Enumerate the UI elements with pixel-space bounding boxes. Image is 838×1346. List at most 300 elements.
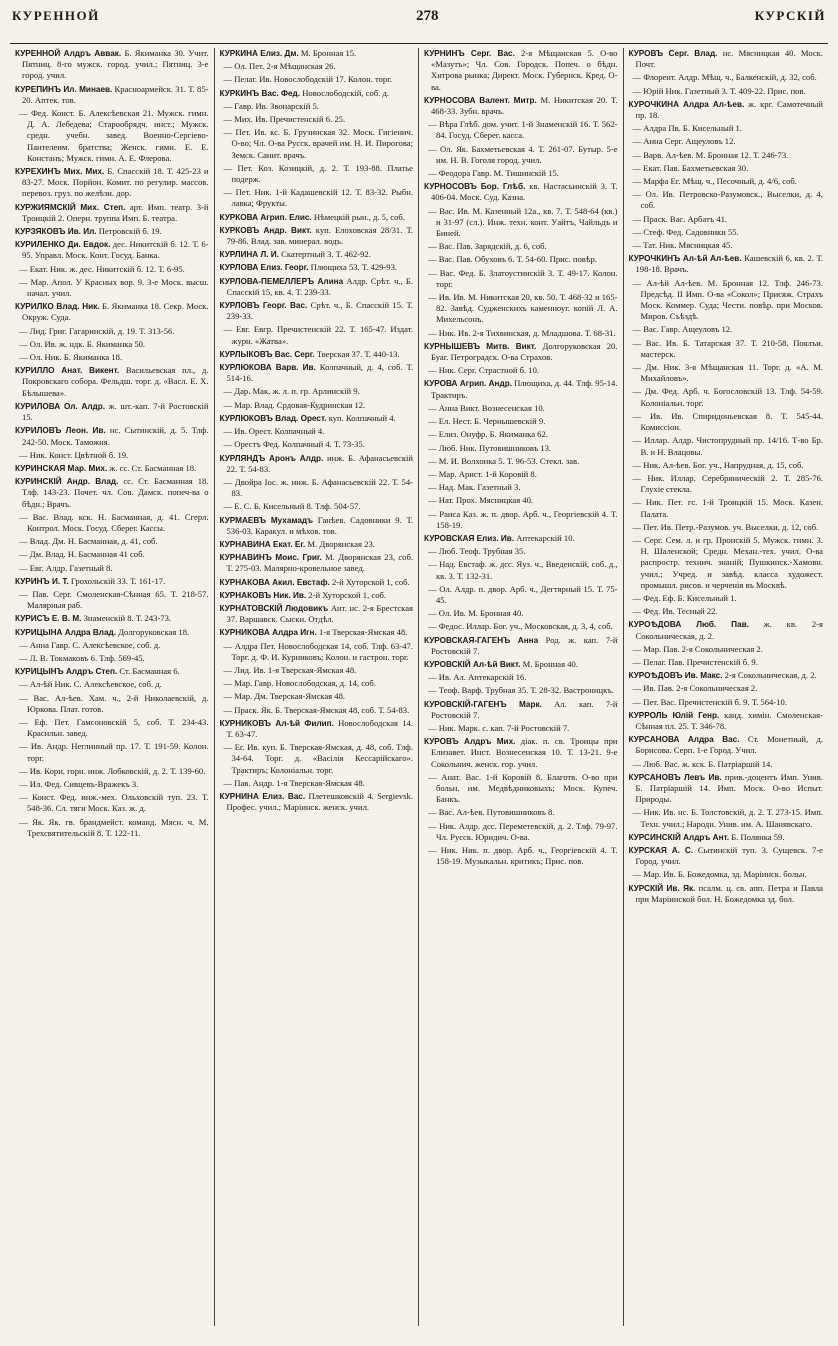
directory-subentry bbox=[629, 593, 824, 604]
directory-subentry bbox=[629, 214, 824, 225]
entry-name: КУРРОЛЬ Юлій Генр. bbox=[628, 710, 720, 720]
entry-details: Нѣмецкій рын., д. 5, соб. bbox=[313, 211, 405, 222]
subentry-text: Дм. Фед. Арб. ч. Богословскій 13. Тлф. 54-59. Колоніальн. торг. bbox=[640, 386, 823, 408]
entry-name: КУРКИНА Елиз. Дм. bbox=[219, 49, 299, 58]
directory-subentry bbox=[424, 546, 618, 557]
directory-subentry bbox=[15, 679, 209, 690]
entry-name: КУРОВСКІЙ Ал-ѣй Викт. bbox=[424, 659, 521, 669]
subentry-text: Вас. Фед. Б. Златоустинскій 3. Т. 49-17. Колон. торг. bbox=[436, 267, 618, 289]
directory-subentry bbox=[424, 328, 618, 339]
directory-subentry bbox=[424, 456, 618, 467]
entry-details: Кашевскій 6, кв. 2. Т. 198-18. Врачъ. bbox=[635, 253, 823, 275]
directory-subentry bbox=[424, 495, 618, 506]
directory-entry bbox=[15, 463, 209, 474]
subentry-text: Ил. Фед. Сивцевъ-Вражекъ 3. bbox=[29, 778, 139, 789]
entry-details: Плющиха, д. 44. Тлф. 95-14. Трактиръ. bbox=[431, 378, 618, 400]
directory-subentry bbox=[629, 759, 824, 770]
entry-name: КУРИЛКО Влад. Ник. bbox=[15, 302, 100, 312]
directory-entry bbox=[629, 883, 824, 905]
directory-subentry bbox=[15, 536, 209, 547]
entry-details: Тверская 37. Т. 440-13. bbox=[316, 348, 400, 359]
subentry-text: Вас. Ив. Б. Татарская 37. Т. 210-58. Поялъи. мастерск. bbox=[640, 337, 823, 359]
directory-subentry bbox=[629, 657, 824, 668]
directory-entry bbox=[629, 710, 824, 732]
subentry-text: Влад. Дм. Н. Басманная, д. 41, соб. bbox=[29, 536, 158, 547]
subentry-text: Вас. Ив. М. Казенный 12а., кв. 7. Т. 548-64 (кв.) и 31-97 (сл.). Инж. техн. конт. Уайтъ, Чайльдъ и Биней. bbox=[436, 205, 618, 239]
directory-entry bbox=[424, 699, 618, 721]
entry-name: КУРНОСОВЪ Бор. Глѣб. bbox=[424, 182, 526, 192]
directory-subentry bbox=[629, 497, 824, 519]
entry-details: Срѣт. ч., Б. Спасскій 15. Т. 239-33. bbox=[226, 300, 413, 322]
directory-subentry bbox=[220, 163, 414, 185]
entry-details: Новослободскій, соб. д. bbox=[302, 87, 389, 98]
subentry-text: Пет. Ив. Петр.-Разумов. уч. Выселки, д. 12, соб. bbox=[643, 521, 819, 532]
entry-details: арт. Имп. театр. 3-й Троицкій 2. Оперн. труппа Имп. Б. театра. bbox=[22, 201, 209, 223]
subentry-text: Анна Викт. Вознесенская 10. bbox=[438, 402, 545, 413]
directory-entry bbox=[629, 772, 824, 806]
directory-subentry bbox=[220, 400, 414, 411]
entry-name: КУРОВА Агрип. Андр. bbox=[424, 379, 512, 389]
directory-subentry bbox=[15, 766, 209, 777]
entry-name: КУРНАТОВСКІЙ Людовикъ bbox=[219, 603, 329, 613]
entry-details: Красноармейск. 31. Т. 85-20. Аптек. тов. bbox=[22, 83, 209, 105]
directory-subentry bbox=[629, 136, 824, 147]
directory-entry bbox=[220, 590, 414, 601]
entry-name: КУРОЧКИНА Алдра Ал-ѣев. bbox=[628, 99, 745, 109]
subentry-text: Ол. Ник. Б. Якиманка 18. bbox=[29, 352, 123, 363]
directory-subentry bbox=[424, 845, 618, 867]
directory-entry bbox=[629, 734, 824, 756]
directory-entry bbox=[15, 48, 209, 82]
directory-entry bbox=[424, 378, 618, 400]
subentry-text: Феодора Гавр. М. Тишинскій 15. bbox=[438, 168, 559, 179]
subentry-text: Юрій Ник. Газетный 3. Т. 409-22. Прис. пов. bbox=[643, 85, 806, 96]
directory-subentry bbox=[15, 741, 209, 763]
subentry-text: Екат. Ник. ж. дес. Никитскій б. 12. Т. 6-95. bbox=[29, 263, 185, 274]
subentry-text: Вас. Пав. Обуховъ 6. Т. 54-60. Прис. повѣр. bbox=[438, 254, 597, 265]
subentry-text: Флорент. Алдр. Мѣщ. ч., Балкенскій, д. 32, соб. bbox=[643, 72, 817, 83]
directory-subentry bbox=[220, 61, 414, 72]
directory-entry bbox=[220, 225, 414, 247]
directory-entry bbox=[220, 552, 414, 574]
directory-entry bbox=[220, 577, 414, 588]
subentry-text: Анат. Вас. 1-й Коровій 8. Благотв. О-во при больн. им. Медвѣдниковыхъ; Моск. Купеч. Банкъ. bbox=[436, 771, 618, 805]
subentry-text: Мар. Дм. Тверская-Ямская 48. bbox=[234, 691, 346, 702]
directory-entry bbox=[15, 666, 209, 677]
directory-entry bbox=[220, 349, 414, 360]
subentry-text: Мар. Арист. 1-й Коровій 8. bbox=[438, 468, 537, 479]
directory-subentry bbox=[424, 292, 618, 326]
directory-subentry bbox=[15, 779, 209, 790]
directory-subentry bbox=[629, 150, 824, 161]
entry-details: Б. Якиманка 30. Учит. Пятниц. 8-го мужск. город. учил.; Пятниц. 3-е город. учил. bbox=[22, 48, 209, 81]
subentry-text: Ив. Ив. М. Никитская 20, кв. 50. Т. 468-32 и 165-82. Завѣд. Судженскихъ каменноуг. копій Л. А. Михельсонъ. bbox=[436, 292, 618, 325]
entry-name: КУРНАКОВА Акил. Евстаф. bbox=[219, 577, 330, 587]
directory-subentry bbox=[220, 439, 414, 450]
entry-details: ж. крг. Самотечный пр. 18. bbox=[635, 98, 823, 121]
entry-details: Б. Якиманка 18. Секр. Моск. Окруж. Суда. bbox=[22, 301, 209, 323]
directory-entry bbox=[15, 627, 209, 638]
directory-subentry bbox=[424, 365, 618, 376]
subentry-text: Пав. Андр. 1-я Тверская-Ямская 48. bbox=[234, 777, 365, 788]
entry-details: Долгоруковская 18. bbox=[118, 626, 190, 637]
entry-name: КУРЛИНА Л. И. bbox=[219, 250, 279, 260]
directory-subentry bbox=[629, 807, 824, 829]
subentry-text: Ник. Ив. 2-я Тихвинская, д. Младшова. Т. 68-31. bbox=[438, 327, 616, 338]
directory-subentry bbox=[424, 584, 618, 606]
directory-subentry bbox=[629, 227, 824, 238]
entry-details: 2-й Хуторской 1, соб. bbox=[308, 589, 387, 600]
subentry-text: Ол. Пет. 2-я Мѣщанская 26. bbox=[234, 61, 336, 72]
subentry-text: Орестъ Фед. Колпачный 4. Т. 73-35. bbox=[234, 439, 365, 450]
subentry-text: Фед. Конст. Б. Алексѣевская 21. Мужск. гимн. Д. А. Лебедева; Старообрядч. инст.; Мужск. средн. учебн. завед. Военно-Сергіево-Пантелеим. братства; Женск. гимн. Е. Е. Констанъ; Мужск. гимн. А. Е. Флерова. bbox=[27, 108, 209, 163]
entry-details: Знаменскій 8. Т. 243-73. bbox=[83, 613, 172, 624]
entry-name: КУРСИНСКІЙ Алдръ Ант. bbox=[628, 832, 730, 842]
subentry-text: Ив. Ал. Аптекарскій 16. bbox=[438, 672, 527, 683]
directory-subentry bbox=[424, 807, 618, 818]
directory-subentry bbox=[629, 163, 824, 174]
subentry-text: Мар. Гавр. Новослободская, д. 14, соб. bbox=[234, 678, 376, 689]
entry-details: кв. Настасьинскій 3. Т. 406-04. Моск. Суд. Казна. bbox=[431, 181, 618, 203]
directory-subentry bbox=[424, 821, 618, 843]
entry-details: нс. Мясницкая 40. Моск. Почт. bbox=[635, 48, 823, 70]
subentry-text: Ол. Алдр. п. двор. Арб. ч., Дегтярный 15. Т. 75-45. bbox=[436, 583, 618, 605]
directory-subentry bbox=[15, 589, 209, 611]
entry-details: Б. Спасскій 18. Т. 425-23 и 83-27. Моск. Порйон. Комит. по регулир. массов. перевоз. груз. по желѣзн. дор. bbox=[22, 166, 209, 199]
entry-name: КУРНИКОВЪ Ал-ѣй Филип. bbox=[219, 718, 334, 728]
subentry-text: Ник. Марк. с. кап. 7-й Ростовскій 7. bbox=[438, 722, 570, 733]
subentry-text: Вас. Пав. Зарядскій, д. 6, соб. bbox=[438, 241, 547, 252]
directory-subentry bbox=[15, 653, 209, 664]
directory-subentry bbox=[629, 435, 824, 457]
directory-subentry bbox=[629, 697, 824, 708]
subentry-text: Ник. Пет. гс. 1-й Троицкій 15. Моск. Казен. Палата. bbox=[640, 497, 823, 519]
directory-page bbox=[10, 8, 828, 1330]
directory-subentry bbox=[220, 691, 414, 702]
directory-entry bbox=[424, 659, 618, 670]
subentry-text: Вас. Ал-ѣев. Хам. ч., 2-й Николаевскій, д. Юркова. Плат. готов. bbox=[27, 692, 209, 714]
entry-details: Ал. кап. 7-й Ростовскій 7. bbox=[431, 698, 618, 720]
subentry-text: Мар. Апол. У Красных вор. 9. 3-е Моск. высш. начал. учил. bbox=[27, 276, 209, 299]
entry-name: КУРОВСКІЙ-ГАГЕНЪ Марк. bbox=[424, 699, 542, 709]
directory-entry bbox=[15, 425, 209, 447]
header-last-entry: КУРСКІЙ bbox=[754, 8, 826, 23]
entry-name: КУРИНСКІЙ Андр. Влад. bbox=[15, 477, 119, 487]
page-number: 278 bbox=[415, 8, 439, 24]
directory-subentry bbox=[424, 559, 618, 581]
directory-subentry bbox=[15, 339, 209, 350]
subentry-text: Праск. Вас. Арбатъ 41. bbox=[643, 213, 728, 224]
entry-name: КУРОѢДОВА Люб. Пав. bbox=[628, 620, 749, 630]
directory-subentry bbox=[15, 717, 209, 739]
directory-subentry bbox=[220, 501, 414, 512]
directory-subentry bbox=[220, 641, 414, 663]
entry-name: КУРСКАЯ А. С. bbox=[628, 846, 694, 855]
entry-name: КУРИЛЕНКО Ди. Евдок. bbox=[15, 240, 111, 250]
entry-name: КУРНИКОВА Алдра Игн. bbox=[219, 628, 317, 638]
subentry-text: Гавр. Ив. Звонарскій 5. bbox=[234, 100, 319, 111]
entry-details: сс. Ст. Басманная 18. Тлф. 143-23. Почет. чл. Сов. Дамск. попеч-ва о бѣдн.; Врачъ. bbox=[22, 476, 209, 509]
directory-entry bbox=[15, 576, 209, 587]
directory-subentry bbox=[15, 326, 209, 337]
entry-name: КУРМАЕВЪ Мухамадъ bbox=[219, 515, 313, 525]
subentry-text: Лид. Ив. 1-я Тверская-Ямская 48. bbox=[234, 664, 357, 675]
directory-subentry bbox=[629, 683, 824, 694]
entry-name: КУРКИНЪ Вас. Фед. bbox=[219, 88, 301, 98]
subentry-text: Алдра Пет. Новослободская 14, соб. Тлф. 63-47. Торг. д. Ф. И. Курниковъ; Колон. и гастрон. торг. bbox=[231, 640, 413, 662]
entry-details: Петровскій б. 19. bbox=[98, 226, 162, 237]
entry-details: Новослободская 14. Т. 63-47. bbox=[226, 717, 413, 739]
subentry-text: Ник. Иллар. Серебряническій 2. Т. 285-76. Глухіе стекла. bbox=[640, 472, 823, 495]
directory-subentry bbox=[15, 817, 209, 839]
subentry-text: Мих. Ив. Пречистенскій 6. 25. bbox=[234, 114, 346, 125]
entry-name: КУРСКІЙ Ив. Як. bbox=[628, 883, 696, 893]
directory-entry bbox=[424, 533, 618, 544]
subentry-text: М. И. Волхонка 5. Т. 96-53. Стекл. зав. bbox=[438, 455, 580, 466]
directory-subentry bbox=[15, 108, 209, 164]
entry-name: КУРИЦЫНЪ Алдръ Степ. bbox=[15, 667, 118, 677]
directory-subentry bbox=[424, 672, 618, 683]
entry-details: Аптекарскій 10. bbox=[516, 532, 575, 543]
directory-entry bbox=[424, 48, 618, 93]
directory-subentry bbox=[220, 477, 414, 499]
directory-subentry bbox=[424, 482, 618, 493]
directory-subentry bbox=[629, 338, 824, 360]
directory-subentry bbox=[220, 101, 414, 112]
directory-subentry bbox=[15, 549, 209, 560]
directory-subentry bbox=[15, 693, 209, 715]
subentry-text: Федос. Иллар. Бог. уч., Московская, д. 3, 4, соб. bbox=[438, 621, 613, 632]
entry-name: КУРНИНЪ Серг. Вас. bbox=[424, 49, 515, 58]
subentry-text: Пелаг. Пав. Пречистенскій б. 9. bbox=[643, 656, 758, 667]
entry-details: Ст. Басманная 6. bbox=[119, 666, 180, 677]
directory-subentry bbox=[424, 772, 618, 806]
entry-details: Васильевская пл., д. Покровскаго собора. Фельдш. торг. д. «Васл. Е. Х. Бѣлышева». bbox=[22, 365, 209, 398]
subentry-text: Вас. Ал-ѣев. Путовишниковъ 8. bbox=[438, 807, 555, 818]
directory-subentry bbox=[629, 460, 824, 471]
subentry-text: Мар. Пав. 2-я Сокольническая 2. bbox=[643, 643, 763, 654]
directory-entry bbox=[629, 845, 824, 867]
subentry-text: Ал-ѣй Ник. С. Алексѣевское, соб. д. bbox=[29, 679, 162, 690]
subentry-text: Ол. Як. Бахметьевская 4. Т. 261-07. Бутыр. 5-е им. Н. В. Гоголя город. учил. bbox=[436, 143, 618, 165]
directory-subentry bbox=[629, 189, 824, 211]
entry-details: Ст. Монетный, д. Борисова. Серп. 1-е Город. Учил. bbox=[635, 734, 823, 756]
entry-name: КУРОВЪ Серг. Влад. bbox=[628, 49, 718, 58]
directory-entry bbox=[220, 515, 414, 537]
subentry-text: Ел. Нест. Б. Чернышевскій 9. bbox=[438, 416, 546, 427]
directory-subentry bbox=[629, 72, 824, 83]
entry-name: КУРЛОВЪ Георг. Вас. bbox=[219, 301, 308, 311]
directory-entry bbox=[629, 619, 824, 641]
directory-entry bbox=[629, 48, 824, 70]
entry-details: инж. Б. Афанасьевскій 22. Т. 54-83. bbox=[226, 452, 413, 474]
entry-name: КУРНОСОВА Валент. Митр. bbox=[424, 95, 537, 105]
directory-subentry bbox=[220, 705, 414, 716]
entry-details: 2-я Сокольническая, д. 2. bbox=[724, 670, 817, 681]
directory-subentry bbox=[629, 411, 824, 433]
subentry-text: Пет. Вас. Пречистенскій б. 9. Т. 564-10. bbox=[643, 696, 787, 707]
subentry-text: Ив. Андр. Неглинный пр. 17. Т. 191-59. Колон. торг. bbox=[27, 741, 209, 763]
directory-subentry bbox=[629, 644, 824, 655]
entry-name: КУРЕПИНЪ Ил. Минаев. bbox=[15, 84, 113, 94]
entry-details: Ант. нс. 2-я Брестская 37. Варшавск. Сыскн. Отдѣл. bbox=[226, 602, 413, 625]
directory-entry bbox=[220, 791, 414, 813]
directory-entry bbox=[424, 635, 618, 657]
entry-name: КУРИЦЫНА Алдра Влад. bbox=[15, 627, 117, 637]
entry-details: Колпачный, д. 4, соб. Т. 514-16. bbox=[226, 362, 413, 384]
directory-subentry bbox=[629, 362, 824, 384]
directory-entry bbox=[220, 627, 414, 638]
subentry-text: Люб. Вас. ж. кск. Б. Патріаршій 14. bbox=[643, 758, 773, 769]
subentry-text: Мар. Влад. Срдовая-Кудринская 12. bbox=[234, 399, 366, 410]
directory-subentry bbox=[424, 254, 618, 265]
directory-entry bbox=[220, 362, 414, 384]
entry-details: куп. Колпачный 4. bbox=[328, 412, 396, 423]
directory-subentry bbox=[629, 278, 824, 323]
directory-subentry bbox=[15, 264, 209, 275]
entry-details: псалм. ц. св. апп. Петра и Павла при Маріинской бол. Н. Божедомка зд. бол. bbox=[635, 882, 823, 904]
directory-subentry bbox=[629, 535, 824, 591]
entry-details: 2-й Хуторской 1, соб. bbox=[331, 576, 410, 587]
directory-entry bbox=[220, 88, 414, 99]
subentry-text: Фед. Еф. Б. Кисельный 1. bbox=[643, 592, 737, 603]
directory-subentry bbox=[15, 563, 209, 574]
subentry-text: Пет. Коз. Козицкій, д. 2. Т. 193-88. Платье подерж. bbox=[231, 162, 413, 185]
subentry-text: Дм. Влад. Н. Басманная 41 соб. bbox=[29, 549, 145, 560]
directory-entry bbox=[220, 539, 414, 550]
directory-subentry bbox=[220, 324, 414, 346]
directory-subentry bbox=[424, 608, 618, 619]
entry-details: Скатертный 3. Т. 462-92. bbox=[281, 249, 371, 260]
subentry-text: Теоф. Варф. Трубная 35. Т. 28-32. Вастроницкъ. bbox=[438, 685, 614, 696]
entry-details: Б. Полянка 59. bbox=[731, 831, 785, 842]
subentry-text: Вѣра Глѣб. дом. учит. 1-й Знаменскій 16. Т. 562-84. Госуд. Сберег. касса. bbox=[436, 119, 618, 141]
directory-entry bbox=[15, 613, 209, 624]
subentry-text: Ник. Конст. Цвѣтной б. 19. bbox=[29, 449, 129, 460]
directory-subentry bbox=[220, 187, 414, 209]
directory-subentry bbox=[629, 869, 824, 880]
directory-entry bbox=[220, 212, 414, 223]
directory-entry bbox=[15, 226, 209, 237]
directory-entry bbox=[15, 166, 209, 200]
entry-name: КУРЛЫКОВЪ Вас. Серг. bbox=[219, 349, 315, 359]
directory-entry bbox=[424, 181, 618, 203]
directory-subentry bbox=[15, 450, 209, 461]
entry-name: КУРНАВИНА Екат. Ег. bbox=[219, 539, 306, 549]
directory-subentry bbox=[629, 86, 824, 97]
entry-details: 2-я Мѣщанская 5. О-во «Мазутъ»; Чл. Сов. Городск. Попеч. о бѣдн. Хитрова рынка; Директ. Моск. Губернск. Кред. О-ва. bbox=[431, 48, 618, 92]
subentry-text: Ник. Ник. п. двор. Арб. ч., Георгіевскій 4. Т. 158-19. Музыкальн. критикъ; Прис. пов. bbox=[436, 845, 618, 867]
directory-subentry bbox=[629, 386, 824, 408]
entry-details: М. Бронная 15. bbox=[300, 48, 357, 58]
directory-subentry bbox=[424, 429, 618, 440]
subentry-text: Анна Гавр. С. Алексѣевское, соб. д. bbox=[29, 639, 161, 650]
entry-name: КУРЗЯКОВЪ Ив. Ил. bbox=[15, 227, 97, 237]
entry-name: КУРОѢДОВЪ Ив. Макс. bbox=[628, 671, 723, 681]
subentry-text: Вас. Влад. кск. Н. Басманная, д. 41. Сгерл. Контрол. Моск. Госуд. Сберег. Кассы. bbox=[27, 511, 209, 533]
directory-subentry bbox=[15, 277, 209, 299]
directory-entry bbox=[629, 832, 824, 843]
entry-details: М. Бронная 40. bbox=[522, 658, 578, 669]
directory-entry bbox=[424, 736, 618, 770]
subentry-text: Л. В. Токмаковъ 6. Тлф. 569-45. bbox=[29, 652, 145, 663]
directory-subentry bbox=[424, 144, 618, 166]
subentry-text: Ал-ѣй Ал-ѣев. М. Бронная 12. Тлф. 246-73. Предсѣд. II Имп. О-ва «Сокол»; Присяж. Страхъ Моск. Коммер. Суда; Чести. повѣр. при Москов. Миров. Съѣздѣ. bbox=[640, 277, 823, 322]
entry-details: Ганѣев. Садовники 9. Т. 536-03. Каракул. и мѣхов. тов. bbox=[226, 514, 413, 536]
directory-entry bbox=[629, 253, 824, 275]
subentry-text: Над. Евстаф. ж. дсс. Яуз. ч., Введенскій, соб. д., кв. 3. Т. 132-31. bbox=[436, 559, 618, 581]
directory-entry bbox=[220, 276, 414, 298]
directory-entry bbox=[220, 718, 414, 740]
subentry-text: Ол. Ив. М. Бронная 40. bbox=[438, 608, 524, 619]
directory-subentry bbox=[424, 416, 618, 427]
directory-subentry bbox=[424, 685, 618, 696]
subentry-text: Ив. Орест. Колпачный 4. bbox=[234, 426, 325, 437]
directory-subentry bbox=[424, 241, 618, 252]
columns bbox=[10, 48, 828, 1326]
directory-entry bbox=[629, 99, 824, 121]
subentry-text: Ег. Ив. куп. Б. Тверская-Ямская, д. 48, соб. Тлф. 34-64. Торг. д. «Васілія Кессарійскаго». Трактиръ; Колоніальн. торг. bbox=[231, 742, 414, 775]
entry-details: Долгоруковская 20. Буаг. Петроградск. О-ва Страхов. bbox=[431, 340, 618, 363]
subentry-text: Марфа Ег. Мѣщ. ч., Песочный, д. 4/6, соб. bbox=[643, 176, 797, 187]
entry-name: КУРЛЮКОВЪ Влад. Орест. bbox=[219, 413, 327, 423]
directory-subentry bbox=[629, 606, 824, 617]
entry-name: КУРЕХИНЪ Мих. Мих. bbox=[15, 167, 105, 177]
entry-details: нс. Сытинскій, д. 5. Тлф. 242-50. Моск. Таможня. bbox=[22, 425, 209, 447]
entry-details: Сытинскій туп. 3. Сущевск. 7-е Город. учил. bbox=[635, 845, 823, 867]
entry-name: КУРИНЪ И. Т. bbox=[15, 576, 69, 586]
directory-entry bbox=[220, 603, 414, 625]
entry-name: КУРИСЪ Е. В. М. bbox=[15, 614, 82, 624]
subentry-text: Ив. Ив. Спиридоньевская 8. Т. 545-44. Комиссіон. bbox=[640, 410, 823, 433]
subentry-text: Елиз. Онуфр. Б. Якиманка 62. bbox=[438, 429, 548, 440]
subentry-text: Ив. Пав. 2-я Сокольническая 2. bbox=[643, 683, 758, 694]
column-4 bbox=[624, 48, 829, 1326]
directory-entry bbox=[220, 249, 414, 260]
column-2 bbox=[215, 48, 420, 1326]
directory-subentry bbox=[15, 352, 209, 363]
subentry-text: Еф. Пет. Гамсоновскій 5, соб. Т. 234-43. Красильн. завед. bbox=[27, 716, 209, 739]
subentry-text: Ол. Ив. Петровско-Разумовск., Выселки, д. 4, соб. bbox=[640, 189, 823, 211]
subentry-text: Алдра Пв. Б. Кисельный 1. bbox=[643, 123, 743, 134]
directory-subentry bbox=[424, 268, 618, 290]
entry-name: КУРЕННОЙ Алдръ Аввак. bbox=[15, 49, 122, 58]
entry-name: КУРИЛОВА Ол. Алдр. bbox=[15, 401, 106, 411]
subentry-text: Праск. Як. Б. Тверская-Ямская 48, соб. Т. 54-83. bbox=[234, 704, 410, 715]
subentry-text: Пет. Ив. кс. Б. Грузинская 32. Моск. Гигіенич. О-во; Чл. О-ва Русск. врачей им. Н. И. Пирогова; Земск. Санит. врачъ. bbox=[231, 127, 413, 160]
subentry-text: Пет. Ник. 1-й Кадашевскій 12. Т. 83-32. Рыбн. лавка; Фрукты. bbox=[231, 187, 413, 209]
directory-subentry bbox=[424, 168, 618, 179]
entry-name: КУРОЧКИНЪ Ал-ѣй Ал-ѣев. bbox=[628, 254, 742, 264]
page-header bbox=[10, 8, 828, 44]
subentry-text: Ник. Ив. нс. Б. Толстовскій, д. 2. Т. 273-15. Имп. Техн. учил.; Народн. Унив. им. А. Шанявскаго. bbox=[640, 807, 823, 829]
entry-name: КУРКОВЪ Андр. Викт. bbox=[219, 225, 312, 235]
subentry-text: Е. С. Б. Кисельный 8. Тлф. 504-57. bbox=[234, 501, 361, 512]
entry-details: прив.-доцентъ Имп. Унив. Б. Патріаршій 14. Имп. Моск. О-во Испыт. Природы. bbox=[635, 771, 823, 805]
subentry-text: Раиса Каз. ж. п. двор. Арб. ч., Георгіевскій 4. Т. 158-19. bbox=[436, 508, 618, 530]
subentry-text: Анна Серг. Ащеуловъ 12. bbox=[643, 136, 736, 147]
entry-details: Алдр. Срѣт. ч., Б. Спасскій 15, кв. 4. Т. 239-33. bbox=[226, 275, 413, 297]
entry-name: КУРОВСКАЯ Елиз. Ив. bbox=[424, 533, 515, 543]
directory-entry bbox=[220, 262, 414, 273]
directory-entry bbox=[15, 476, 209, 510]
subentry-text: Лид. Григ. Гагаринскій, д. 19. Т. 313-56. bbox=[29, 325, 175, 336]
subentry-text: Конст. Фед. инж.-мех. Ольховскій туп. 23. Т. 548-36. Сл. тяги Моск. Каз. ж. д. bbox=[27, 792, 209, 814]
directory-subentry bbox=[424, 469, 618, 480]
subentry-text: Варв. Ал-ѣев. М. Бронная 12. Т. 246-73. bbox=[643, 149, 789, 160]
subentry-text: Мар. Ив. Б. Божедомка, зд. Маріинск. больн. bbox=[643, 869, 807, 880]
entry-name: КУРЛЯНДЪ Аронъ Алдр. bbox=[219, 453, 324, 463]
